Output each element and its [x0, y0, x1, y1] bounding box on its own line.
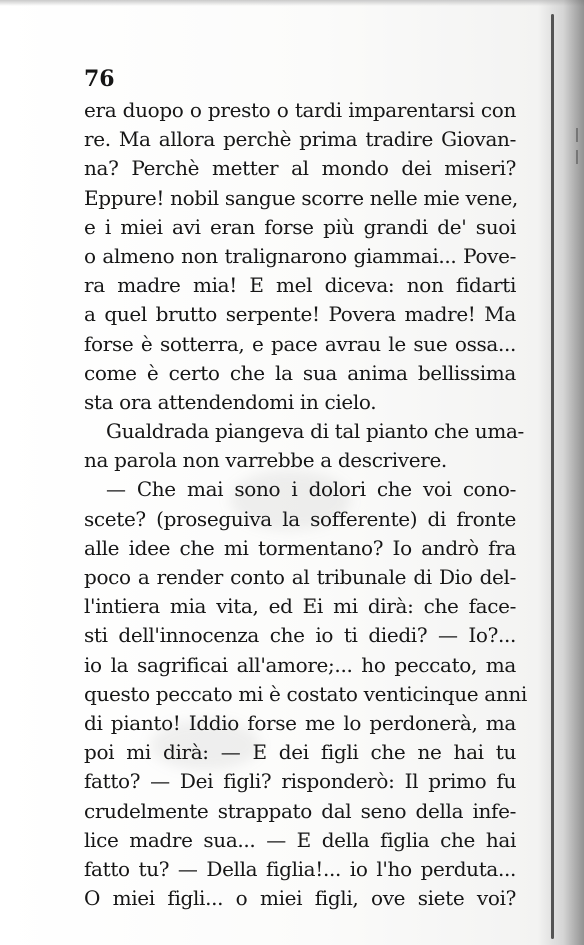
text-line: sta ora attendendomi in cielo.	[84, 389, 377, 414]
text-line: lice madre sua... — E della figlia che hai	[84, 827, 516, 852]
text-line: e i miei avi eran forse più grandi de' suoi	[84, 214, 516, 239]
spine-mark	[576, 150, 578, 164]
text-line: O miei figli... o miei figli, ove siete voi?	[84, 886, 516, 911]
text-line: sti dell'innocenza che io ti diedi? — Io?...	[84, 623, 516, 648]
text-line: Eppure! nobil sangue scorre nelle mie vene,	[84, 185, 518, 210]
page-top-edge	[0, 0, 584, 6]
text-line: Gualdrada piangeva di tal pianto che uma-	[106, 419, 524, 444]
text-line: a quel brutto serpente! Povera madre! Ma	[84, 302, 516, 327]
spine-mark	[576, 128, 578, 142]
text-line: poi mi dirà: — E dei figli che ne hai tu	[84, 740, 516, 765]
text-line: di pianto! Iddio forse me lo perdonerà, ma	[84, 710, 516, 735]
text-line: forse è sotterra, e pace avrau le sue ossa...	[84, 331, 516, 356]
text-line: come è certo che la sua anima bellissima	[84, 360, 516, 385]
text-line: — Che mai sono i dolori che voi cono-	[106, 477, 516, 502]
text-line: ra madre mia! E mel diceva: non fidarti	[84, 273, 516, 298]
text-line: questo peccato mi è costato venticinque anni	[84, 681, 527, 706]
text-line: fatto tu? — Della figlia!... io l'ho perduta...	[84, 856, 516, 881]
text-line: l'intiera mia vita, ed Ei mi dirà: che face-	[84, 594, 516, 619]
text-line: scete? (proseguiva la sofferente) di fronte	[84, 506, 516, 531]
text-line: alle idee che mi tormentano? Io andrò fra	[84, 535, 516, 560]
book-spine-edge	[551, 14, 554, 939]
text-line: re. Ma allora perchè prima tradire Giovan-	[84, 127, 516, 152]
body-text	[84, 96, 527, 913]
text-line: io la sagrificai all'amore;... ho peccato, ma	[84, 652, 516, 677]
text-line: fatto? — Dei figli? risponderò: Il primo fu	[84, 769, 516, 794]
text-line: na parola non varrebbe a descrivere.	[84, 448, 447, 473]
text-line: poco a render conto al tribunale di Dio del-	[84, 565, 516, 589]
text-line: o almeno non tralignarono giammai... Pove-	[84, 243, 516, 268]
text-line: era duopo o presto o tardi imparentarsi con	[84, 98, 516, 122]
page-number: 76	[84, 66, 115, 92]
text-line: crudelmente strappato dal seno della infe-	[84, 798, 516, 823]
text-line: na? Perchè metter al mondo dei miseri?	[84, 156, 516, 181]
